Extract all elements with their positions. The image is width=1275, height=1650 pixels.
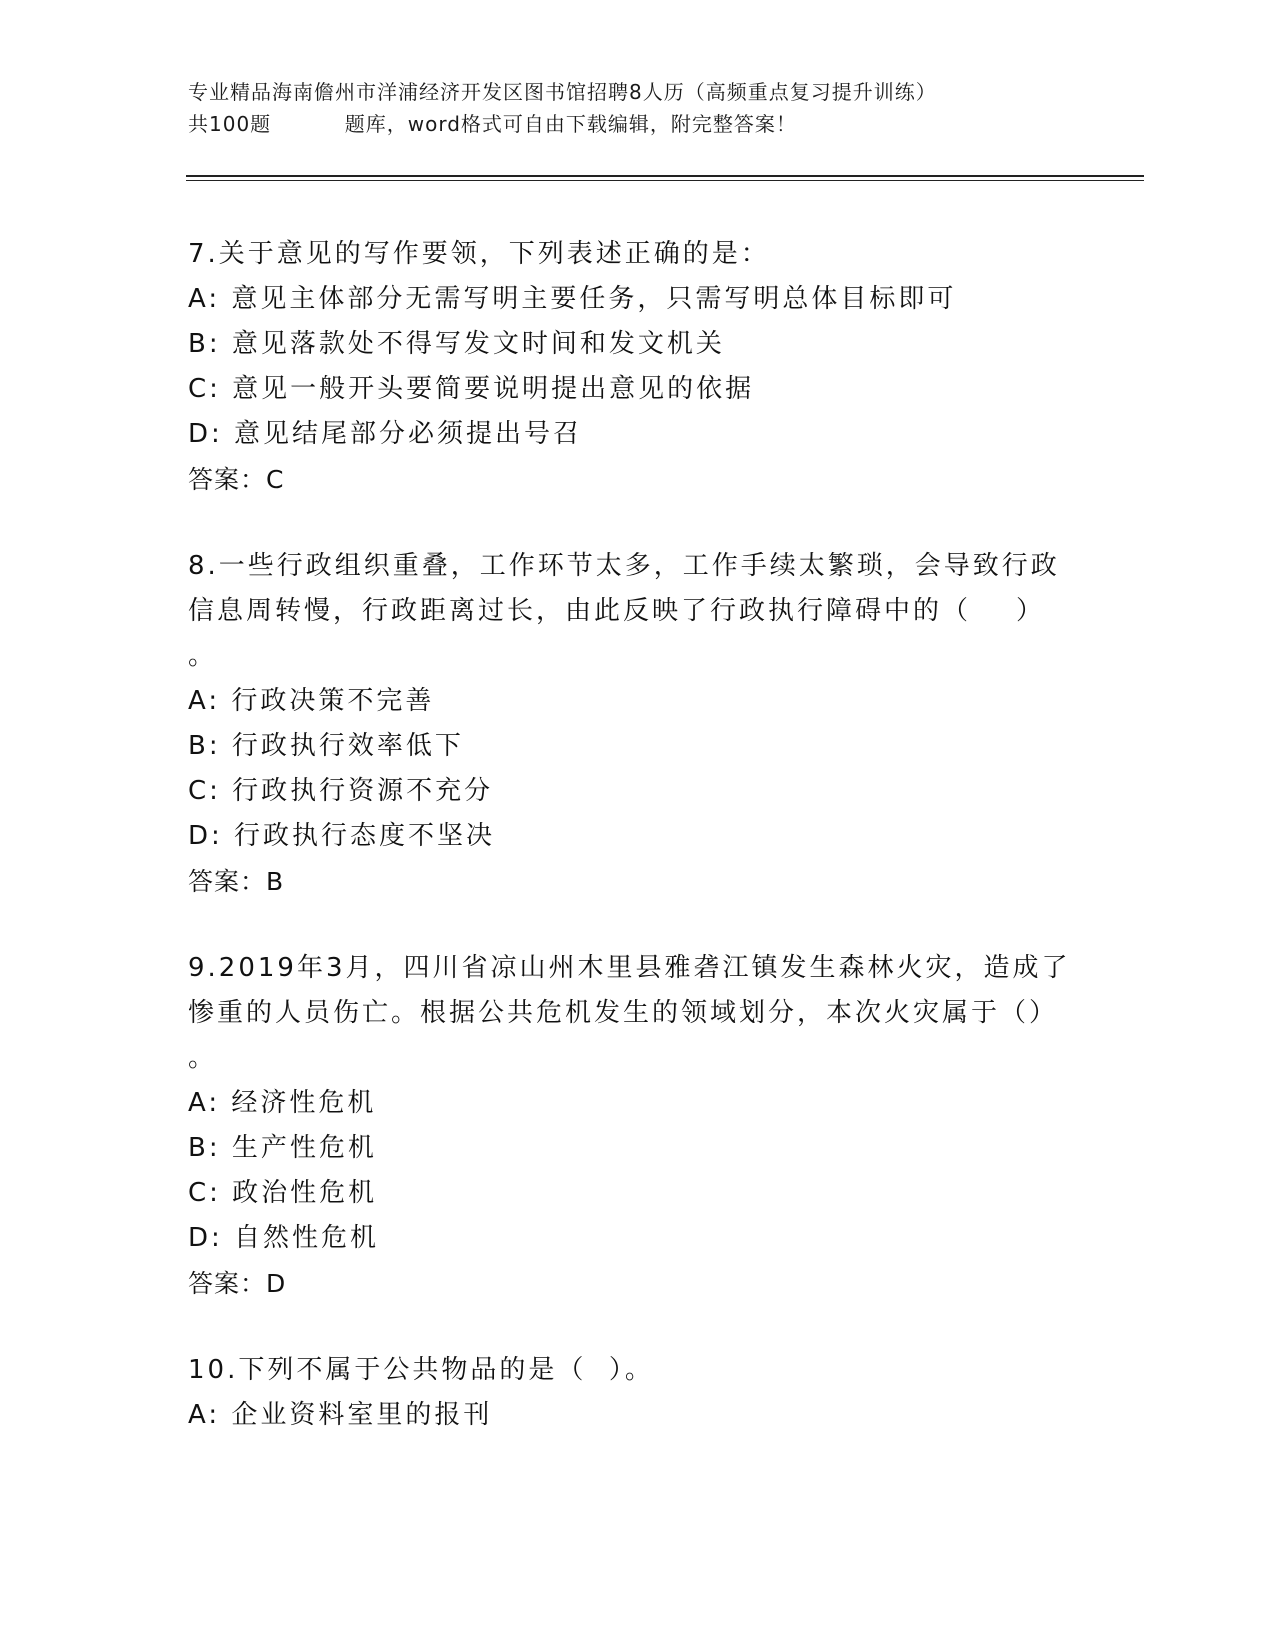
divider-line: [186, 175, 1144, 177]
option-b: B: 生产性危机: [188, 1133, 377, 1163]
divider-line: [186, 180, 1144, 181]
option-c: C: 政治性危机: [188, 1178, 378, 1208]
option-a: A: 经济性危机: [188, 1088, 377, 1118]
question-9: [188, 946, 1088, 1306]
question-10: [188, 1348, 1088, 1438]
question-7: [188, 232, 1088, 502]
question-8: [188, 544, 1088, 904]
question-stem: 9.2019年3月，四川省凉山州木里县雅砻江镇发生森林火灾，造成了惨重的人员伤亡。根据公共危机发生的领域划分，本次火灾属于（） 。: [188, 953, 1071, 1073]
document-header: [188, 76, 1188, 140]
answer-line: 答案：D: [188, 1269, 287, 1298]
question-stem: 8.一些行政组织重叠，工作环节太多，工作手续太繁琐，会导致行政信息周转慢，行政距离过长，由此反映了行政执行障碍中的（ ） 。: [188, 551, 1060, 671]
header-subtitle: 共100题 题库，word格式可自由下载编辑，附完整答案！: [188, 112, 797, 136]
option-b: B: 意见落款处不得写发文时间和发文机关: [188, 329, 725, 359]
answer-line: 答案：B: [188, 867, 285, 896]
header-divider: [186, 175, 1144, 181]
option-c: C: 行政执行资源不充分: [188, 776, 494, 806]
option-d: D: 自然性危机: [188, 1223, 380, 1253]
option-a: A: 企业资料室里的报刊: [188, 1400, 493, 1430]
option-d: D: 意见结尾部分必须提出号召: [188, 419, 583, 449]
option-c: C: 意见一般开头要简要说明提出意见的依据: [188, 374, 755, 404]
header-title: 专业精品海南儋州市洋浦经济开发区图书馆招聘8人历（高频重点复习提升训练）: [188, 80, 937, 104]
option-a: A: 行政决策不完善: [188, 686, 435, 716]
option-d: D: 行政执行态度不坚决: [188, 821, 496, 851]
question-stem: 10.下列不属于公共物品的是（ ）。: [188, 1355, 654, 1385]
question-stem: 7.关于意见的写作要领，下列表述正确的是：: [188, 239, 770, 269]
option-a: A: 意见主体部分无需写明主要任务，只需写明总体目标即可: [188, 284, 957, 314]
option-b: B: 行政执行效率低下: [188, 731, 464, 761]
question-list: [188, 232, 1088, 1480]
answer-line: 答案：C: [188, 465, 285, 494]
